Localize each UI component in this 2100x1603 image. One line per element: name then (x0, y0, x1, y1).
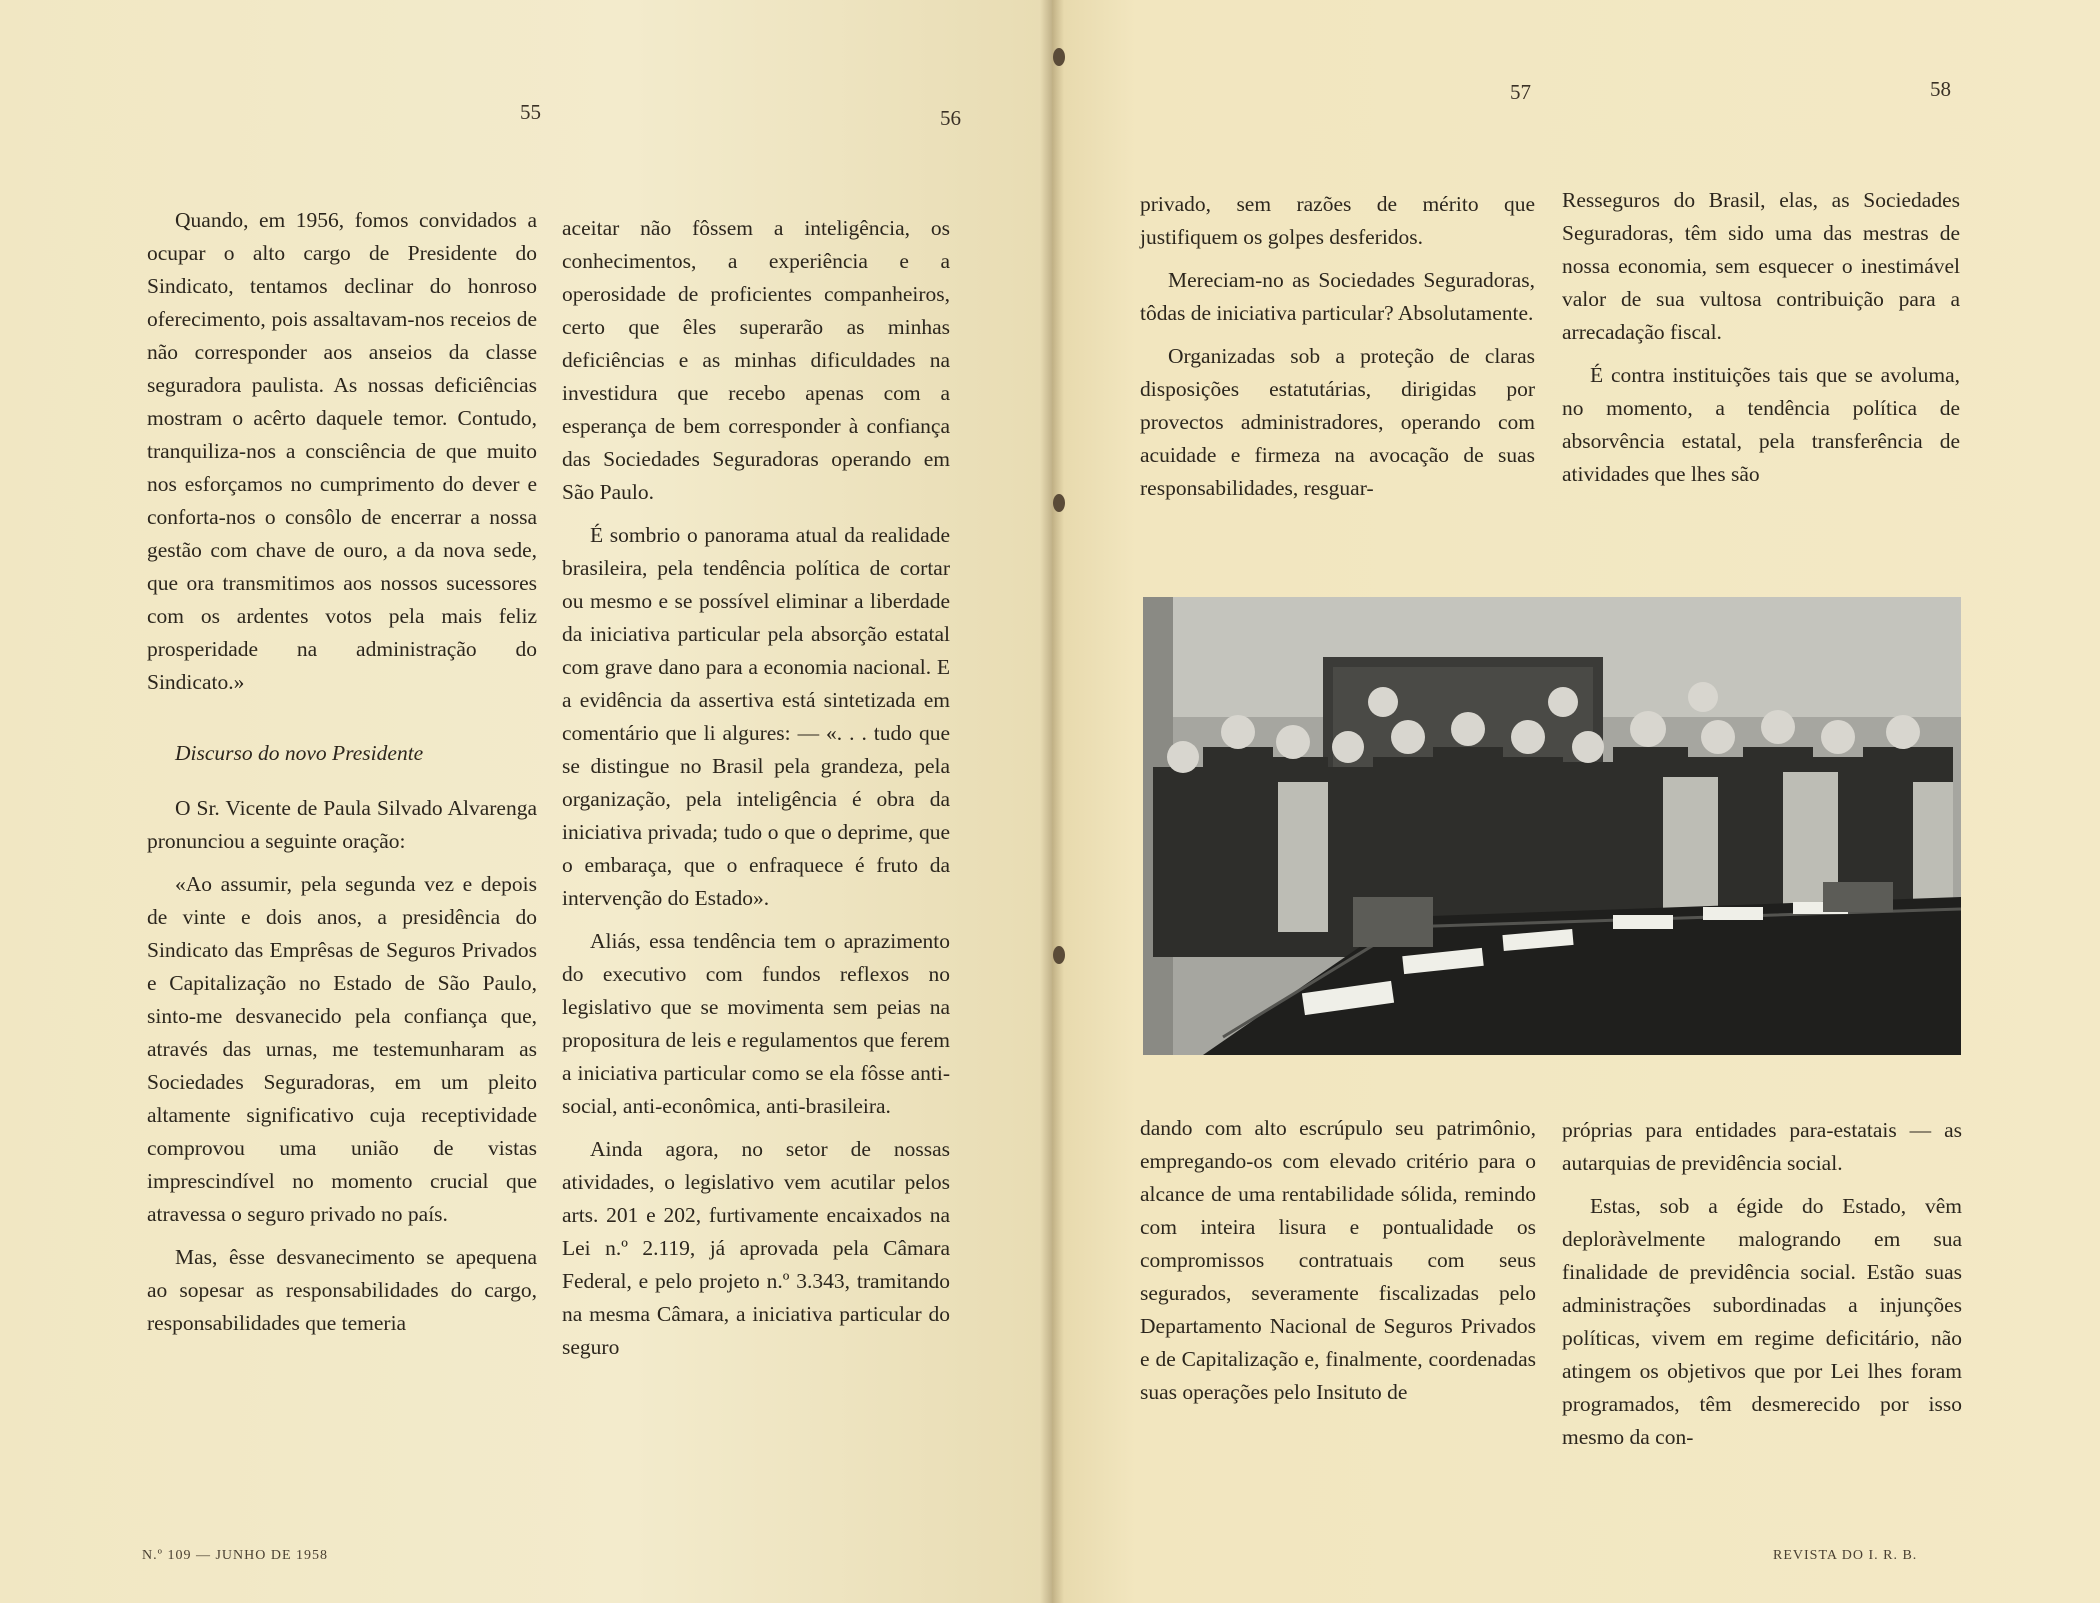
paragraph: Estas, sob a égide do Estado, vêm deploràvelmente malogrando em sua finalidade de previdência social. Estão suas administrações subordinadas a injunções políticas, vivem em regime deficitário, não atingem os objetivos que por Lei lhes foram programados, têm desmerecido por isso mesmo da con- (1562, 1194, 1962, 1449)
paragraph: O Sr. Vicente de Paula Silvado Alvarenga pronunciou a seguinte oração: (147, 796, 537, 853)
binding-hole (1053, 48, 1065, 66)
section-heading: Discurso do novo Presidente (175, 741, 424, 765)
paragraph: «Ao assumir, pela segunda vez e depois de vinte e dois anos, a presidência do Sindicato das Emprêsas de Seguros Privados e Capitalização no Estado de São Paulo, sinto-me desvanecido pela confiança que, através das urnas, me testemunharam as Sociedades Seguradoras, em um pleito altamente significativo cuja receptividade comprovou uma união de vistas imprescindível no momento crucial que atravessa o seguro privado no país. (147, 872, 537, 1226)
text-column-2 (562, 212, 950, 1374)
text-column-4-top (1562, 184, 1960, 501)
text-column-3-top (1140, 188, 1535, 515)
binding-hole (1053, 946, 1065, 964)
meeting-photo-image (1143, 597, 1961, 1055)
paragraph: aceitar não fôssem a inteligência, os conhecimentos, a experiência e a operosidade de proficientes companheiros, certo que êles superarão as minhas deficiências e as minhas dificuldades na investidura que recebo apenas com a esperança de bem corresponder à confiança das Sociedades Seguradoras operando em São Paulo. (562, 216, 950, 504)
paragraph: Ainda agora, no setor de nossas atividades, o legislativo vem acutilar pelos arts. 201 e 202, furtivamente encaixados na Lei n.º 2.119, já aprovada pela Câmara Federal, e pelo projeto n.º 3.343, tramitando na mesma Câmara, a iniciativa particular do seguro (562, 1137, 950, 1359)
page-number-55: 55 (520, 100, 541, 124)
paragraph: Mas, êsse desvanecimento se apequena ao sopesar as responsabilidades do cargo, responsabilidades que temeria (147, 1245, 537, 1335)
footer-journal: REVISTA DO I. R. B. (1773, 1548, 1918, 1563)
footer-issue: N.º 109 — JUNHO DE 1958 (142, 1548, 329, 1563)
page-number-57: 57 (1510, 80, 1531, 104)
text-column-1 (147, 204, 537, 1350)
paragraph: É sombrio o panorama atual da realidade brasileira, pela tendência política de cortar ou mesmo e se possível eliminar a liberdade da iniciativa particular pela absorção estatal com grave dano para a economia nacional. E a evidência da assertiva está sintetizada em comentário que li algures: — «. . . tudo que se distingue no Brasil pela grandeza, pela organização, pela inteligência é obra da iniciativa privada; tudo o que o deprime, que o embaraça, que o enfraquece é fruto da intervenção do Estado». (562, 523, 950, 910)
paragraph: privado, sem razões de mérito que justifiquem os golpes desferidos. (1140, 192, 1535, 249)
paragraph: dando com alto escrúpulo seu patrimônio, empregando-os com elevado critério para o alcance de uma rentabilidade sólida, remindo com inteira lisura e pontualidade os compromissos contratuais com seus segurados, severamente fiscalizadas pelo Departamento Nacional de Seguros Privados e de Capitalização e, finalmente, coordenadas suas operações pelo Insituto de (1140, 1116, 1536, 1404)
paragraph: É contra instituições tais que se avoluma, no momento, a tendência política de absorvência estatal, pela transferência de atividades que lhes são (1562, 363, 1960, 486)
paragraph: Aliás, essa tendência tem o aprazimento do executivo com fundos reflexos no legislativo que se movimenta sem peias na propositura de leis e regulamentos que ferem a iniciativa particular como se ela fôsse anti-social, anti-econômica, anti-brasileira. (562, 929, 950, 1118)
paragraph: Quando, em 1956, fomos convidados a ocupar o alto cargo de Presidente do Sindicato, tentamos declinar do honroso oferecimento, pois assaltavam-nos receios de não corresponder aos anseios da classe seguradora paulista. As nossas deficiências mostram o acêrto daquele temor. Contudo, tranquiliza-nos a consciência de que muito nos esforçamos no cumprimento do dever e conforta-nos o consôlo de encerrar a nossa gestão com chave de ouro, a da nova sede, que ora transmitimos aos nossos sucessores com os ardentes votos pela mais feliz prosperidade na administração do Sindicato.» (147, 208, 537, 694)
meeting-photograph (1143, 597, 1961, 1055)
paragraph: Organizadas sob a proteção de claras disposições estatutárias, dirigidas por provectos administradores, operando com acuidade e firmeza na avocação de suas responsabilidades, resguar- (1140, 344, 1535, 500)
page-gutter (1040, 0, 1064, 1603)
page-number-58: 58 (1930, 77, 1951, 101)
paragraph: próprias para entidades para-estatais — as autarquias de previdência social. (1562, 1118, 1962, 1175)
binding-hole (1053, 494, 1065, 512)
paragraph: Resseguros do Brasil, elas, as Sociedades Seguradoras, têm sido uma das mestras de nossa economia, sem esquecer o inestimável valor de sua vultosa contribuição para a arrecadação fiscal. (1562, 188, 1960, 344)
text-column-4-bottom (1562, 1114, 1962, 1464)
page-number-56: 56 (940, 106, 961, 130)
text-column-3-bottom (1140, 1112, 1536, 1419)
paragraph: Mereciam-no as Sociedades Seguradoras, tôdas de iniciativa particular? Absolutamente. (1140, 268, 1535, 325)
